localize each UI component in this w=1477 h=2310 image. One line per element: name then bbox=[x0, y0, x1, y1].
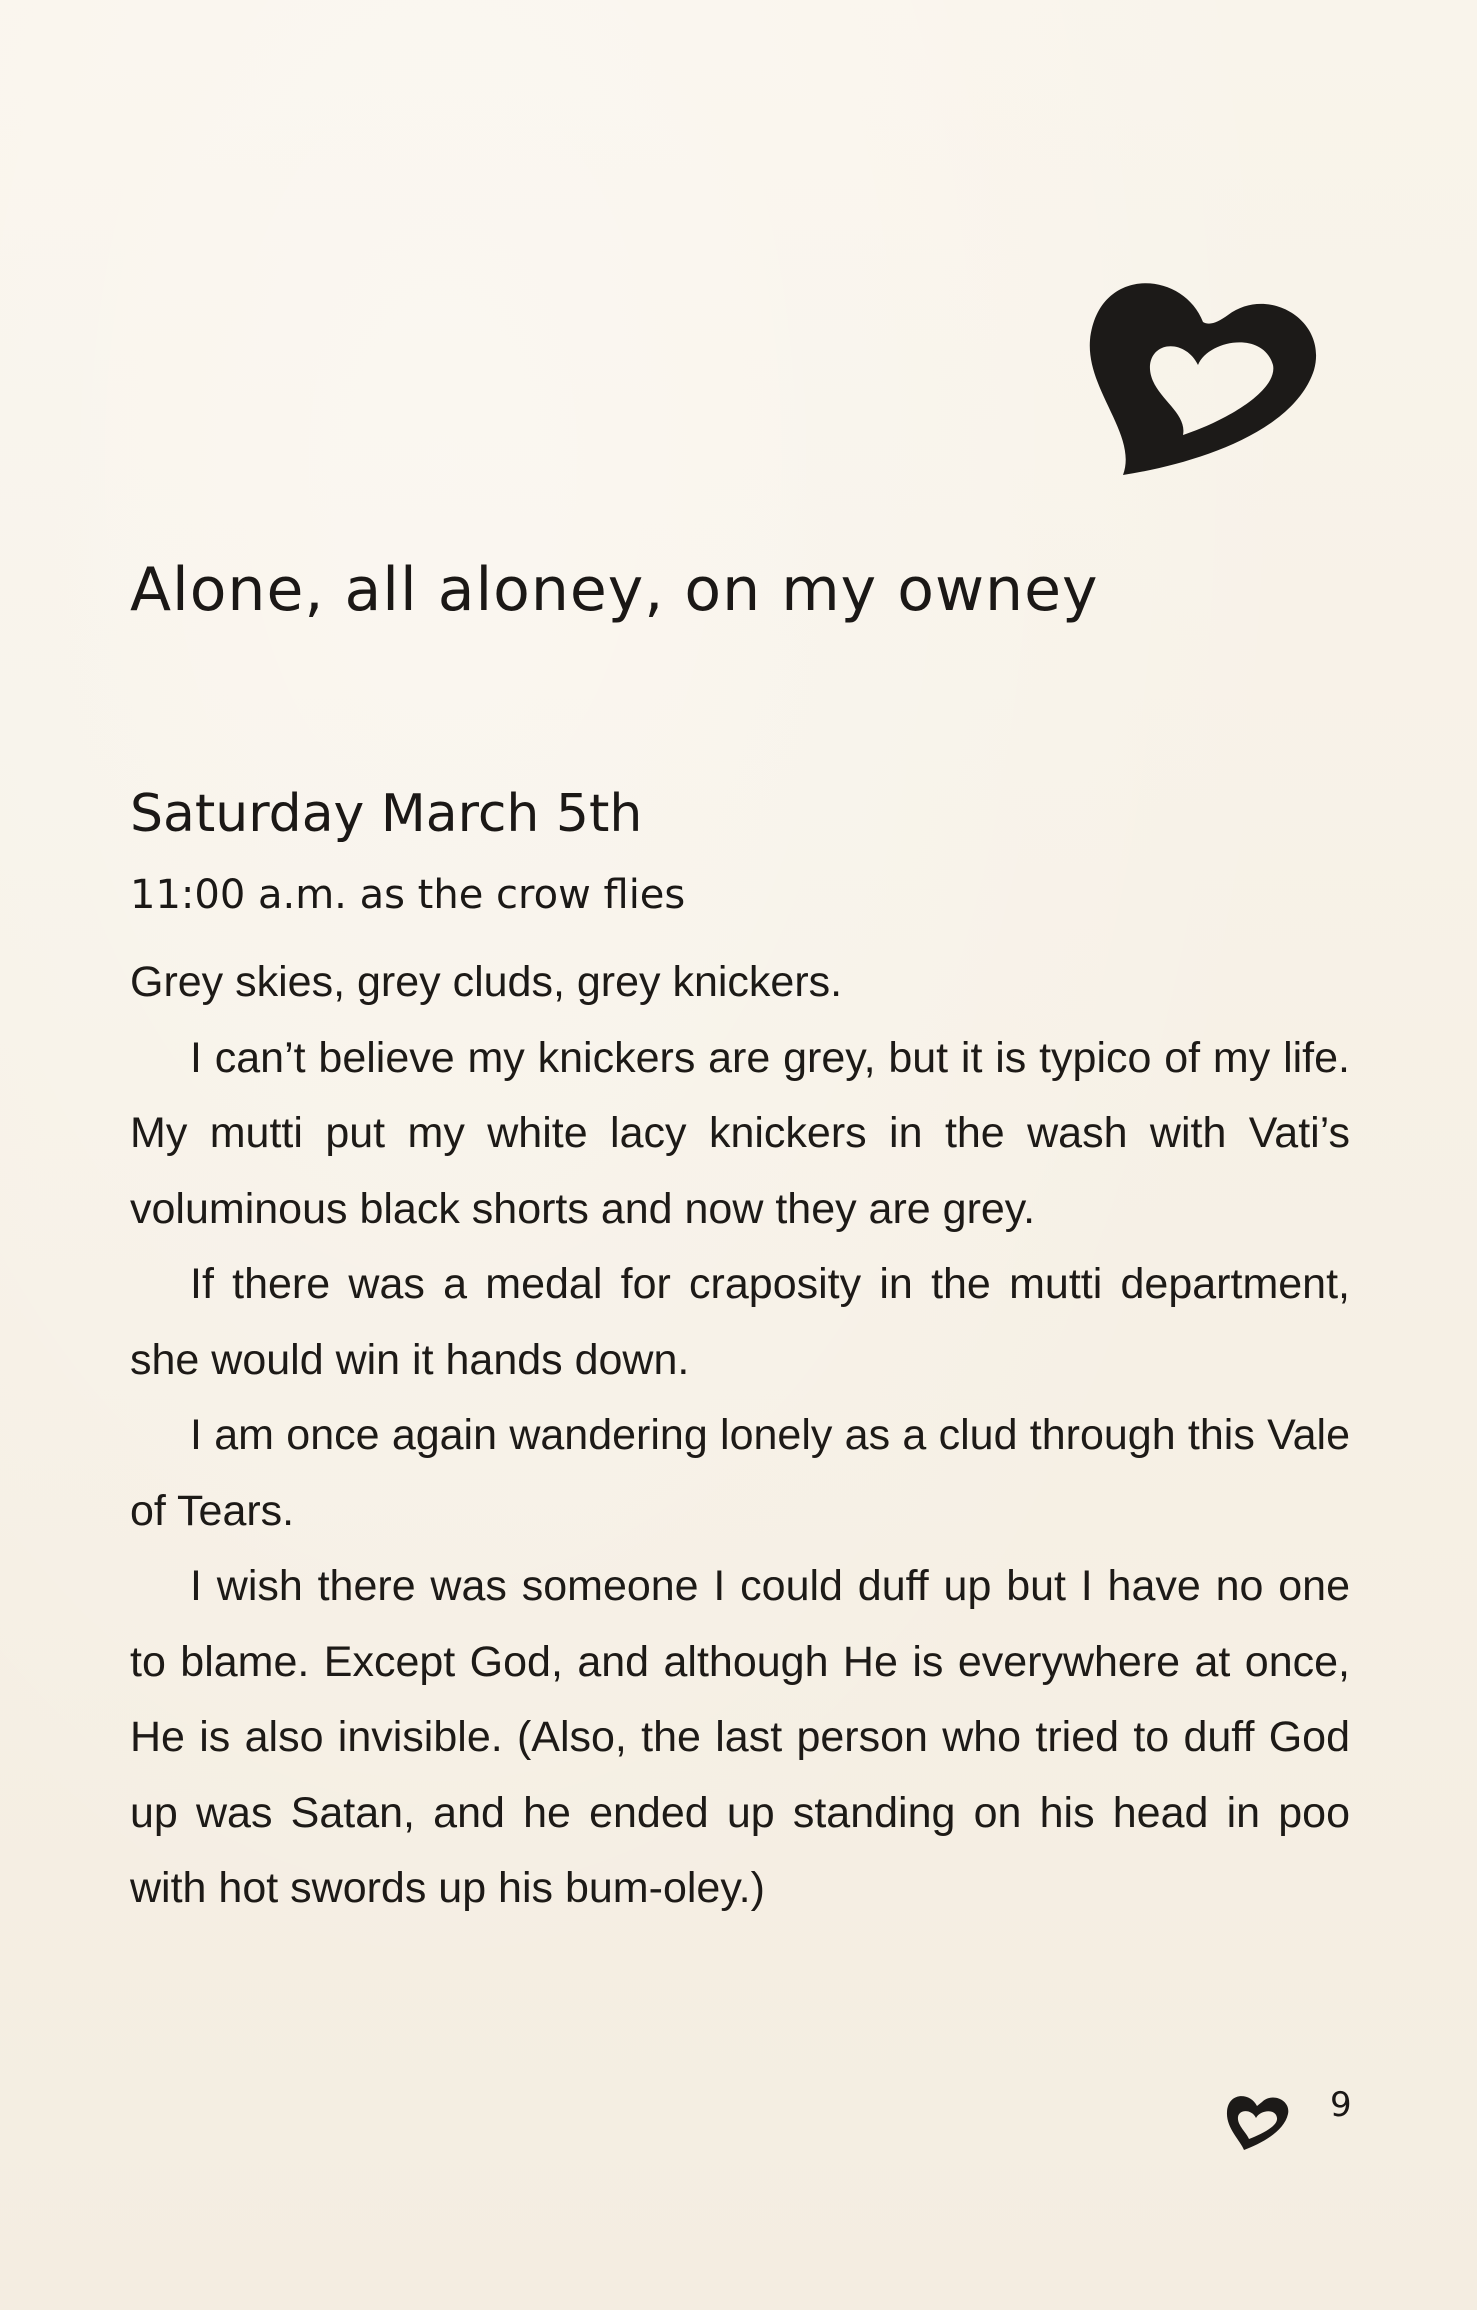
page-number: 9 bbox=[1330, 2085, 1352, 2125]
paragraph: If there was a medal for craposity in the mutti department, she would win it hands down. bbox=[130, 1260, 1350, 1384]
paragraph: I can’t believe my knickers are grey, but it is typico of my life. My mutti put my white lacy knickers in the wash with Vati’s voluminous black shorts and now they are grey. bbox=[130, 1033, 1350, 1233]
diary-body bbox=[130, 945, 1350, 1927]
heart-icon bbox=[1078, 260, 1328, 490]
heart-icon bbox=[1222, 2088, 1292, 2154]
diary-entry-date: Saturday March 5th bbox=[130, 784, 643, 844]
paragraph: I wish there was someone I could duff up but I have no one to blame. Except God, and although He is everywhere at once, He is also invisible. (Also, the last person who tried to duff God up was Satan, and he ended up standing on his head in poo with hot swords up his bum-oley.) bbox=[130, 1562, 1350, 1912]
chapter-title: Alone, all aloney, on my owney bbox=[130, 555, 1099, 625]
paragraph: Grey skies, grey cluds, grey knickers. bbox=[130, 958, 843, 1006]
diary-entry-time: 11:00 a.m. as the crow flies bbox=[130, 872, 686, 918]
paragraph: I am once again wandering lonely as a clud through this Vale of Tears. bbox=[130, 1411, 1350, 1535]
